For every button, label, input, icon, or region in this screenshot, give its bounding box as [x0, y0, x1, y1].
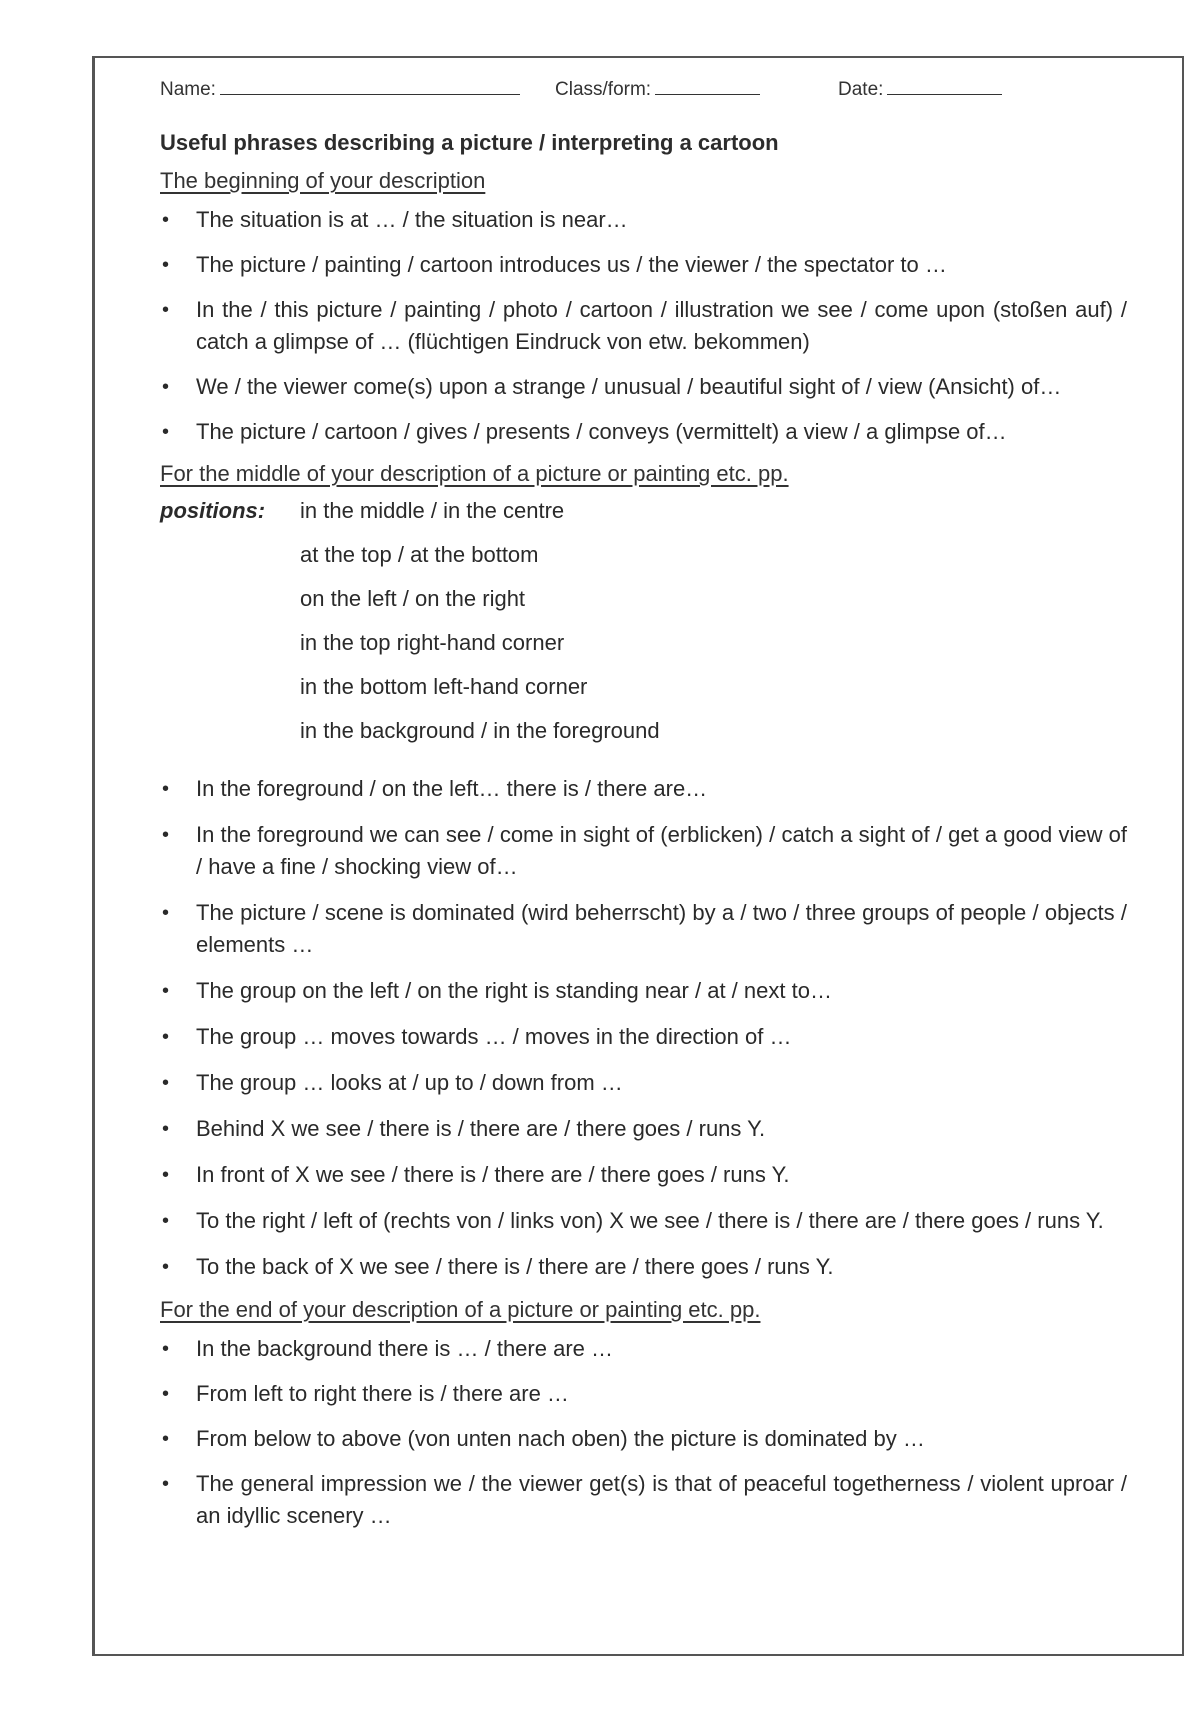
bullet-list: [160, 773, 1127, 1283]
list-item: • The group … looks at / up to / down from …: [160, 1067, 1127, 1099]
name-field: [160, 78, 520, 101]
list-item: • In the / this picture / painting / photo / cartoon / illustration we see / come upon (stoßen auf) / catch a glimpse of … (flüchtigen Eindruck von etw. bekommen): [160, 294, 1127, 358]
section-heading: For the end of your description of a picture or painting etc. pp.: [160, 1297, 761, 1322]
section-heading: For the middle of your description of a picture or painting etc. pp.: [160, 461, 789, 486]
list-item: • In the foreground we can see / come in sight of (erblicken) / catch a sight of / get a good view of / have a fine / shocking view of…: [160, 819, 1127, 883]
positions-list: [300, 497, 1127, 761]
list-item: • The group on the left / on the right is standing near / at / next to…: [160, 975, 1127, 1007]
section-middle: [160, 461, 1127, 1283]
date-label: Date:: [838, 79, 884, 100]
class-blank-line: [655, 78, 760, 95]
list-item: • In the background there is … / there are …: [160, 1333, 1127, 1365]
name-blank-line: [220, 78, 520, 95]
date-blank-line: [887, 78, 1002, 95]
list-item: • The picture / cartoon / gives / presents / conveys (vermittelt) a view / a glimpse of…: [160, 416, 1127, 448]
list-item: • From left to right there is / there are …: [160, 1378, 1127, 1410]
date-field: [838, 78, 1002, 101]
position-item: in the middle / in the centre: [300, 498, 565, 523]
worksheet-frame: [92, 56, 1184, 1656]
position-item: at the top / at the bottom: [300, 542, 539, 567]
list-item: • The picture / scene is dominated (wird beherrscht) by a / two / three groups of people / objects / elements …: [160, 897, 1127, 961]
list-item: • In the foreground / on the left… there is / there are…: [160, 773, 1127, 805]
list-item: • The general impression we / the viewer get(s) is that of peaceful togetherness / violent uproar / an idyllic scenery …: [160, 1468, 1127, 1532]
list-item: • The picture / painting / cartoon introduces us / the viewer / the spectator to …: [160, 249, 1127, 281]
list-item: • Behind X we see / there is / there are / there goes / runs Y.: [160, 1113, 1127, 1145]
section-beginning: [160, 168, 1127, 448]
page-title: Useful phrases describing a picture / interpreting a cartoon: [160, 130, 779, 155]
positions-block: [160, 497, 1127, 761]
list-item: • To the right / left of (rechts von / links von) X we see / there is / there are / there goes / runs Y.: [160, 1205, 1127, 1237]
list-item: • In front of X we see / there is / there are / there goes / runs Y.: [160, 1159, 1127, 1191]
position-item: in the top right-hand corner: [300, 630, 565, 655]
class-label: Class/form:: [555, 79, 652, 100]
bullet-list: [160, 204, 1127, 448]
position-item: on the left / on the right: [300, 586, 526, 611]
list-item: • To the back of X we see / there is / there are / there goes / runs Y.: [160, 1251, 1127, 1283]
list-item: • The situation is at … / the situation is near…: [160, 204, 1127, 236]
section-heading: The beginning of your description: [160, 168, 486, 193]
name-label: Name:: [160, 79, 216, 100]
bullet-list: [160, 1333, 1127, 1532]
position-item: in the background / in the foreground: [300, 718, 660, 743]
positions-label: positions:: [160, 498, 266, 523]
position-item: in the bottom left-hand corner: [300, 674, 588, 699]
list-item: • We / the viewer come(s) upon a strange / unusual / beautiful sight of / view (Ansicht) of…: [160, 371, 1127, 403]
list-item: • The group … moves towards … / moves in the direction of …: [160, 1021, 1127, 1053]
content: [160, 130, 1127, 1545]
section-end: [160, 1297, 1127, 1532]
list-item: • From below to above (von unten nach oben) the picture is dominated by …: [160, 1423, 1127, 1455]
class-field: [555, 78, 760, 101]
